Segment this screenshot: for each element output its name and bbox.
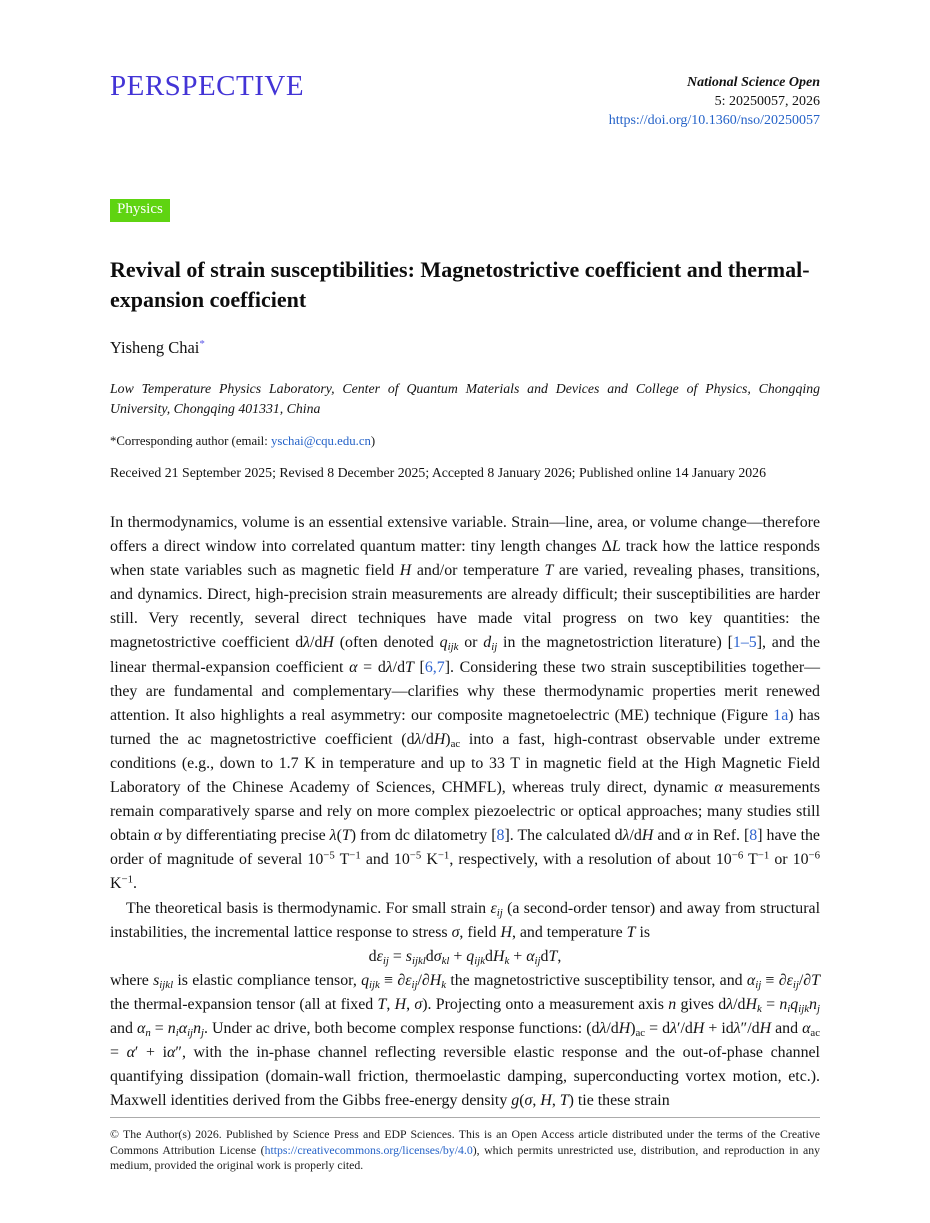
ref-link-1-5[interactable]: 1–5 <box>732 634 757 652</box>
doi-link[interactable]: https://doi.org/10.1360/nso/20250057 <box>608 113 820 128</box>
article-body <box>110 511 820 1113</box>
journal-meta <box>609 70 820 130</box>
ref-link-6-7[interactable]: 6,7 <box>424 658 445 676</box>
corresponding-suffix: ) <box>370 434 376 448</box>
corresponding-author-note <box>110 434 820 449</box>
issue-info: 5: 20250057, 2026 <box>714 94 820 109</box>
article-history: Received 21 September 2025; Revised 8 December 2025; Accepted 8 January 2026; Published online 14 January 2026 <box>110 465 766 480</box>
license-text-before: © The Author(s) 2026. Published by Science Press and EDP Sciences. This is an Open Access article distributed under the terms of the Creative Commons Attribution License ( <box>110 1127 820 1157</box>
author-line <box>110 338 820 358</box>
corresponding-author-mark: * <box>199 337 205 350</box>
affiliation: Low Temperature Physics Laboratory, Center of Quantum Materials and Devices and College of Physics, Chongqing University, Chongqing 401331, China <box>110 381 820 416</box>
license-footnote <box>110 1117 820 1174</box>
journal-name: National Science Open <box>687 75 820 90</box>
figure-1a-link[interactable]: 1a <box>773 706 789 724</box>
subject-badge: Physics <box>110 199 170 222</box>
corresponding-prefix: *Corresponding author (email: <box>110 434 271 448</box>
license-text-after: ), which permits unrestricted use, distribution, and reproduction in any medium, provided the original work is properly cited. <box>110 1142 821 1172</box>
article-type-label: PERSPECTIVE <box>110 70 305 102</box>
email-link[interactable]: yschai@cqu.edu.cn <box>271 434 371 448</box>
license-link[interactable]: https://creativecommons.org/licenses/by/4.0 <box>264 1142 473 1157</box>
body-paragraph-1: In thermodynamics, volume is an essential extensive variable. Strain—line, area, or volume change—therefore offers a direct window into correlated quantum matter: tiny length changes ΔL track how the lattice responds when state variables such as magnetic field H and/or temperature T are varied, revealing phases, transitions, and dynamics. Direct, high-precision strain measurements are already difficult; their susceptibilities are harder still. Very recently, several direct techniques have made vital progress on two key quantities: the magnetostrictive coefficient dλ/dH (often denoted $q_{ijk}$ or $d_{ij}$ in the magnetostriction literature) [1–5], and the linear thermal-expansion coefficient α = dλ/dT [6,7]. Considering these two strain susceptibilities together—they are fundamental and complementary—clarifies why these thermodynamic properties merit renewed attention. It also highlights a real asymmetry: our composite magnetoelectric (ME) technique (Figure 1a) has turned the ac magnetostrictive coefficient $(d\lambda/dH)_{ac}$ into a fast, high-contrast observable under extreme conditions (e.g., down to 1.7 K in temperature and up to 33 T in magnetic field at the High Magnetic Field Laboratory of the Chinese Academy of Sciences, CHMFL), whereas truly direct, dynamic α measurements remain comparatively sparse and rely on more complex piezoelectric or optical approaches; many studies still obtain α by differentiating precise λ(T) from dc dilatometry [8]. The calculated dλ/dH and α in Ref. [8] have the order of magnitude of several $10^{-5}$ $T^{-1}$ and $10^{-5}$ $K^{-1}$, respectively, with a resolution of about $10^{-6}$ $T^{-1}$ or $10^{-6}$ $K^{-1}$. <box>110 514 821 893</box>
body-paragraph-2: The theoretical basis is thermodynamic. For small strain $\varepsilon_{ij}$ (a second-order tensor) and away from structural instabilities, the incremental lattice response to stress σ, field H, and temperature T is <box>110 899 820 941</box>
article-title: Revival of strain susceptibilities: Magnetostrictive coefficient and thermal-expansion coefficient <box>110 257 810 312</box>
body-paragraph-3: where $s_{ijkl}$ is elastic compliance tensor, $q_{ijk} \equiv \partial\varepsilon_{ij}/\partial H_k$ the magnetostrictive susceptibility tensor, and $\alpha_{ij} \equiv \partial\varepsilon_{ij}/\partial T$ the thermal-expansion tensor (all at fixed T, H, σ). Projecting onto a measurement axis n gives $d\lambda/dH_k = n_iq_{ijk}n_j$ and $\alpha_n = n_i\alpha_{ij}n_j$. Under ac drive, both become complex response functions: $(d\lambda/dH)_{ac} = d\lambda'/dH + id\lambda''/dH$ and $\alpha_{ac} = \alpha' + i\alpha''$, with the in-phase channel reflecting reversible elastic response and the out-of-phase channel quantifying dissipation (domain-wall friction, thermoelastic damping, superconducting vortex motion, etc.). Maxwell identities derived from the Gibbs free-energy density g(σ, H, T) tie these strain <box>110 971 821 1110</box>
ref-link-8b[interactable]: 8 <box>749 827 758 845</box>
constitutive-equation: $d\varepsilon_{ij} = s_{ijkl}d\sigma_{kl} + q_{ijk}dH_k + \alpha_{ij}dT$, <box>368 947 562 967</box>
ref-link-8[interactable]: 8 <box>496 827 505 845</box>
journal-header <box>110 70 820 130</box>
author-name: Yisheng Chai <box>110 338 200 357</box>
